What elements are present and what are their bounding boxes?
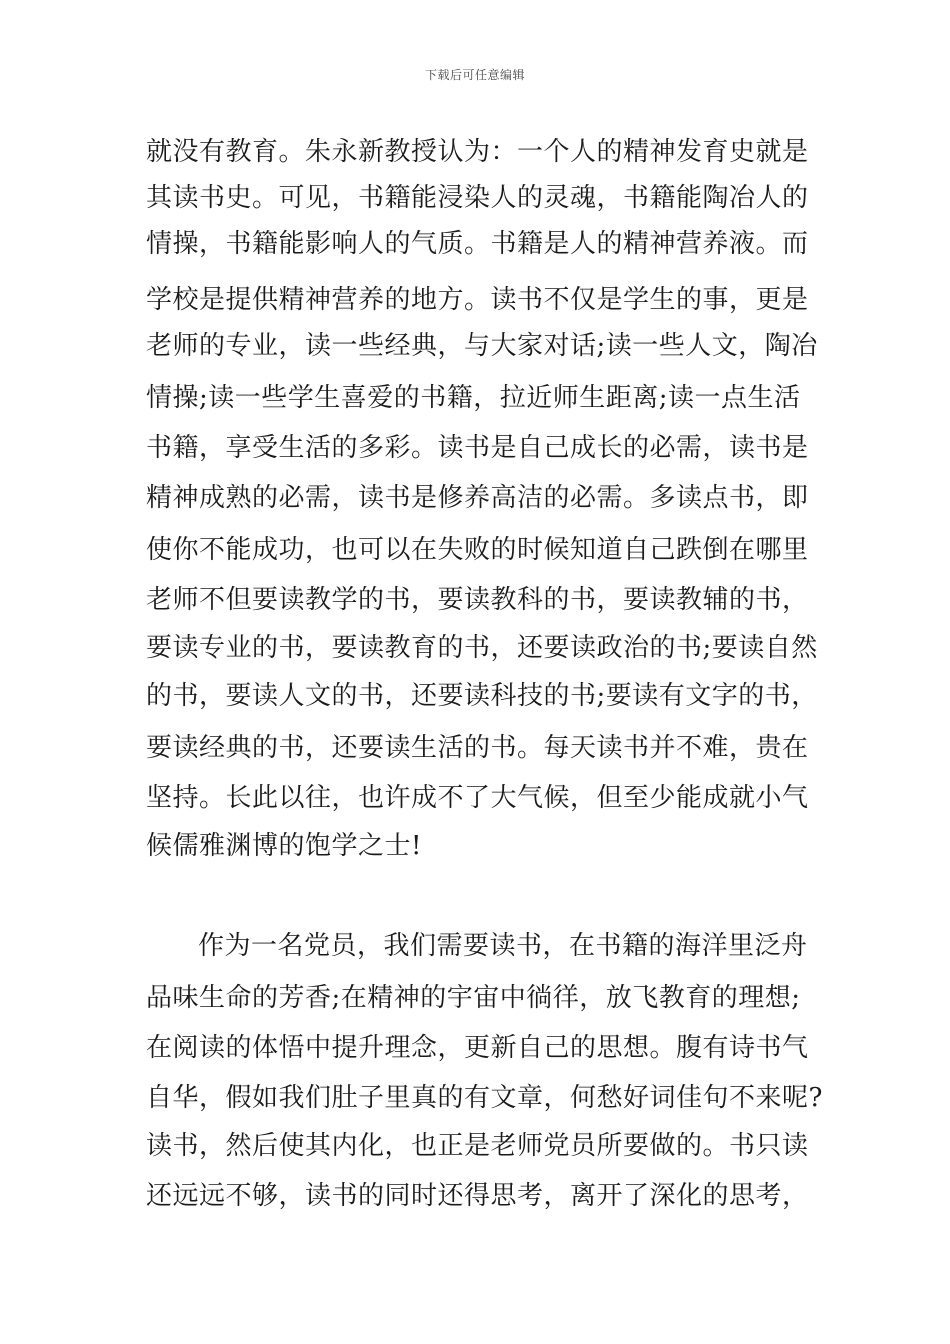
paragraph-line: 情操;读一些学生喜爱的书籍，拉近师生距离;读一点生活 [146,383,801,413]
paragraph-line: 就没有教育。朱永新教授认为：一个人的精神发育史就是 [146,137,809,167]
paragraph-line: 还远远不够，读书的同时还得思考，离开了深化的思考， [146,1181,809,1211]
paragraph-line: 在阅读的体悟中提升理念，更新自己的思想。腹有诗书气 [146,1033,809,1063]
paragraph-line: 书籍，享受生活的多彩。读书是自己成长的必需，读书是 [146,433,809,463]
paragraph-line: 老师不但要读教学的书，要读教科的书，要读教辅的书， [146,585,809,615]
paragraph-line: 要读经典的书，还要读生活的书。每天读书并不难，贵在 [146,733,809,763]
paragraph-line: 坚持。长此以往，也许成不了大气候，但至少能成就小气 [146,783,809,813]
paragraph-line: 读书，然后使其内化，也正是老师党员所要做的。书只读 [146,1131,809,1161]
paragraph-line: 情操，书籍能影响人的气质。书籍是人的精神营养液。而 [146,229,809,259]
paragraph-line: 精神成熟的必需，读书是修养高洁的必需。多读点书，即 [146,483,809,513]
header-note: 下载后可任意编辑 [424,68,525,82]
paragraph-line: 要读专业的书，要读教育的书，还要读政治的书;要读自然 [146,633,818,663]
paragraph-line: 使你不能成功，也可以在失败的时候知道自己跌倒在哪里 [146,535,809,565]
paragraph-line: 其读书史。可见，书籍能浸染人的灵魂，书籍能陶冶人的 [146,183,809,213]
paragraph-line: 候儒雅渊博的饱学之士! [146,831,422,861]
paragraph-line: 学校是提供精神营养的地方。读书不仅是学生的事，更是 [146,285,809,315]
paragraph-line: 作为一名党员，我们需要读书，在书籍的海洋里泛舟 [198,931,808,961]
paragraph-line: 的书，要读人文的书，还要读科技的书;要读有文字的书， [146,681,818,711]
paragraph-line: 自华，假如我们肚子里真的有文章，何愁好词佳句不来呢? [146,1083,823,1113]
paragraph-line: 品味生命的芳香;在精神的宇宙中徜徉，放飞教育的理想; [146,983,801,1013]
paragraph-line: 老师的专业，读一些经典，与大家对话;读一些人文，陶冶 [146,331,818,361]
